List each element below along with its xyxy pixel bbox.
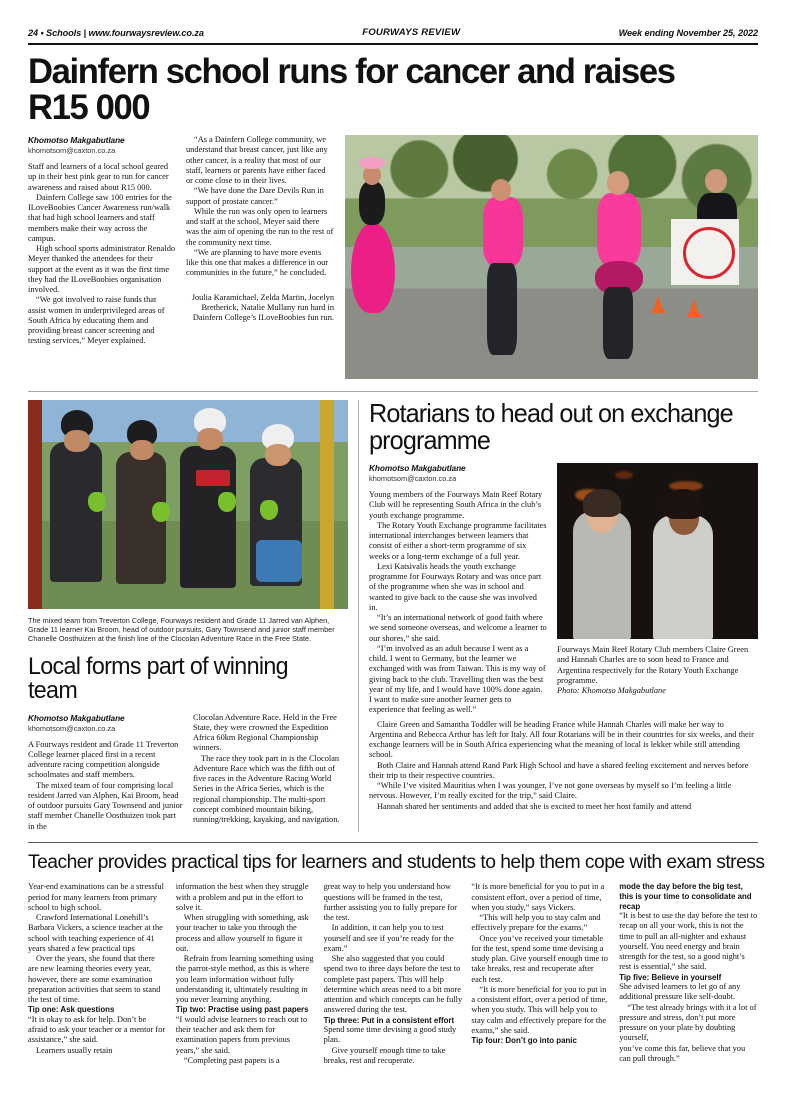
masthead-left: 24 • Schools | www.fourwaysreview.co.za	[28, 28, 204, 38]
paragraph: Crawford International Lonehill’s Barbara Vickers, a science teacher at the school with teaching experience of 41 years shared a few practical tips	[28, 913, 163, 953]
article3-continued	[369, 720, 758, 812]
paragraph: The Rotary Youth Exchange programme facilitates international interchanges between learners that consist of either a short-term programme of six weeks or a long-term exchange of a full year.	[369, 520, 547, 561]
article3-photo-caption: Fourways Main Reef Rotary Club members Claire Green and Hannah Charles are to soon head to France and Argentina respectively for the Rotary Youth Exchange programme.	[557, 645, 749, 685]
paragraph: When struggling with something, ask your teacher to take you through the process and allow yourself to figure it out.	[175, 913, 309, 953]
paragraph: “This will help you to stay calm and effectively prepare for the exams.”	[471, 913, 601, 933]
article1-column-1	[28, 135, 176, 379]
paragraph: Year-end examinations can be a stressful period for many learners from primary school to high school.	[28, 882, 164, 912]
paragraph: “Completing past papers is a	[183, 1055, 280, 1065]
middle-vertical-rule	[358, 400, 359, 832]
article2-headline: Local forms part of winning team	[28, 652, 288, 705]
paragraph: Both Claire and Hannah attend Rand Park High School and have a shared feeling excitement and nerves before their trip to their respective countries.	[369, 760, 749, 780]
paragraph: Dainfern College saw 100 entries for the ILoveBoobies Cancer Awareness run/walk that had high school learners and staff members make their way across the campus.	[28, 192, 172, 243]
masthead-title: FOURWAYS REVIEW	[362, 27, 461, 38]
article3-byline-email: khomotsom@caxton.co.za	[369, 474, 457, 484]
article3-block	[369, 400, 758, 832]
paragraph: Clocolan Adventure Race. Held in the Free State, they were crowned the Expedition Africa 60km Regional Championship winners.	[193, 712, 337, 753]
paragraph: Staff and learners of a local school geared up in their best pink gear to run for cancer awareness and raised about R15 000.	[28, 162, 169, 192]
paragraph: Once you’ve received your timetable for the test, spend some time devising a study plan. Give yourself enough time to take breaks, rest and recuperate after each test.	[471, 933, 608, 984]
article3-photo-credit: Photo: Khomotso Makgabutlane	[557, 686, 666, 696]
paragraph: “We got involved to raise funds that assist women in underprivileged areas of South Africa by educating them and providing breast cancer screening and testing services,” Meyer explained.	[28, 295, 165, 346]
article4-column-1	[28, 882, 167, 1066]
paragraph: The mixed team of four comprising local resident Jarred van Alphen, Kai Broom, head of outdoor pursuits Gary Townsend and junior staff member Chanelle Oosthuizen took part in the	[28, 780, 183, 831]
paragraph: Hannah shared her sentiments and added that she is excited to meet her host family and attend	[377, 801, 692, 811]
article1-byline-email: khomotsom@caxton.co.za	[28, 146, 116, 155]
paragraph: “It is more beneficial for you to put in a consistent effort, over a period of time, when you study. This will help you to stay calm and effectively prepare for the exams,” she said.	[471, 984, 608, 1035]
article2-column-2	[193, 713, 348, 832]
article1-byline-name: Khomotso Makgabutlane	[28, 135, 125, 145]
article4-column-3	[324, 882, 463, 1066]
paragraph: “While I’ve visited Mauritius when I was younger, I’ve not gone overseas by myself so I’m feeling a little nervous. However, I’m really excited for the trip,” said Claire.	[369, 781, 732, 801]
paragraph: “It’s an international network of good faith where we send someone overseas, and welcome a learner to our shores,” she said.	[369, 613, 547, 643]
paragraph: you’ve come this far, believe that you can pull through.”	[619, 1043, 746, 1063]
paragraph: “It is best to use the day before the test to recap on all your work, this is not the time to pull an all-nighter and exhaust yourself. You need energy and brain strength for the test, so a good night’s rest is essential,” she said.	[619, 911, 758, 972]
article3-headline: Rotarians to head out on exchange programme	[369, 398, 733, 455]
paragraph: A Fourways resident and Grade 11 Treverton College learner placed first in a recent adventure racing competition alongside schoolmates and staff members.	[28, 739, 179, 780]
tip-heading: Tip one: Ask questions	[28, 1005, 115, 1015]
paragraph: “I’m involved as an adult because I went as a child. I went to Germany, but the learner we exchanged with was from Taiwan. This is my way of giving back to the club. Travelling then was the best year of my life, and I would have 100% done again. I want to make sure another learner gets to experience that feeling as well.”	[369, 643, 546, 715]
tip-heading: mode the day before the big test, this is your time to consolidate and recap	[619, 882, 752, 911]
paragraph: Learners usually retain	[36, 1045, 113, 1055]
paragraph: “We have done the Dare Devils Run in support of prostate cancer.”	[186, 186, 324, 206]
paragraph: information the best when they struggle with a problem and put in the effort to solve it.	[175, 882, 309, 912]
paragraph: Young members of the Fourways Main Reef Rotary Club will be representing South Africa in the club’s youth exchange programme.	[369, 490, 543, 520]
section-divider-2	[28, 842, 758, 843]
paragraph: “I would advise learners to reach out to their teacher and ask them for examination papers from previous years,” she said.	[175, 1014, 308, 1055]
tip-heading: Tip five: Believe in yourself	[619, 972, 722, 982]
article2-photo-caption: The mixed team from Treverton College, Fourways resident and Grade 11 Jarred van Alphen, Grade 11 learner Kai Broom, head of outdoor pursuits, Gary Townsend and junior staff member Chanelle Oosthuizen at the finish line of the Clocolan Adventure Race in the Free State.	[28, 616, 335, 644]
article1-photo-fun-run	[345, 135, 758, 379]
masthead-rule	[28, 43, 758, 45]
article3-photo-rotary	[557, 463, 758, 639]
article3-byline-name: Khomotso Makgabutlane	[369, 463, 466, 474]
paragraph: Give yourself enough time to take breaks, rest and recuperate.	[323, 1045, 446, 1065]
article2-body	[28, 713, 348, 832]
article2-byline-name: Khomotso Makgabutlane	[28, 712, 125, 723]
tip-heading: Tip two: Practise using past papers	[175, 1005, 309, 1015]
paragraph: Refrain from learning something using the parrot-style method, as this is where you learn information without fully understanding it, ultimately resulting in you never learning anything.	[175, 954, 314, 1005]
paragraph: While the run was only open to learners and staff at the school, Meyer said there was the aim of opening the run to the rest of the community next time.	[186, 206, 334, 247]
masthead-date: Week ending November 25, 2022	[618, 28, 758, 38]
article4-headline: Teacher provides practical tips for learners and students to help them cope with exam stress	[28, 850, 765, 873]
article4-column-5	[619, 882, 758, 1066]
paragraph: She advised learners to let go of any additional pressure like self-doubt.	[619, 982, 741, 1002]
article3-photo-column	[557, 463, 758, 716]
paragraph: Over the years, she found that there are new learning theories every year, however, there are some examination preparation activities that seem to stand the test of time.	[28, 954, 161, 1005]
paragraph: She also suggested that you could spend two to three days before the test to complete past papers. This will help determine which areas need to a bit more attention and which concepts can be fully answered during the test.	[323, 954, 463, 1015]
article2-column-1	[28, 713, 183, 832]
article4-column-2	[176, 882, 315, 1066]
paragraph: The race they took part in is the Clocolan Adventure Race which was the fifth out of five races in the Adventure Racing World Series in the Africa Series, which is the regional championship. The multi-sport concept combined mountain biking, running/trekking, kayaking, and navigation.	[193, 753, 340, 825]
middle-band	[28, 400, 758, 832]
paragraph: Claire Green and Samantha Toddler will be heading France while Hannah Charles will make her way to Argentina and Rebecca Arthur has left for Italy. All four Rotarians will be in their countries for six weeks, and their exchange learners will be in South Africa experiencing what the meaning of local is lekker while still attending school.	[369, 719, 754, 760]
masthead	[28, 0, 758, 38]
paragraph: “It is more beneficial for you to put in a consistent effort, over a period of time, when you study,” says Vickers.	[471, 882, 605, 912]
paragraph: Lexi Katsivalis heads the youth exchange programme for Fourways Rotary and was once part of the programme when she was in school and wanted to give back to the cause she was involved in.	[369, 561, 542, 612]
section-divider-1	[28, 391, 758, 392]
paragraph: High school sports administrator Renaldo Meyer thanked the attendees for their support at the event as it was the first time they had the ILoveBoobies organisation involved.	[28, 244, 176, 294]
paragraph: “It is okay to ask for help. Don’t be afraid to ask your teacher or a mentor for assistance,” she said.	[28, 1014, 166, 1045]
tip-heading: Tip four: Don’t go into panic	[471, 1036, 577, 1046]
paragraph: “We are planning to have more events like this one that makes a difference in our communities in the future,” he concluded.	[186, 247, 329, 278]
article1-photo-caption: Joulia Karamichael, Zelda Martin, Jocelyn Bretherick, Natalie Mullany run hard in Dainfern College’s ILoveBoobies fun run.	[191, 292, 334, 322]
article4-body	[28, 882, 758, 1066]
article3-column-text	[369, 463, 547, 716]
article2-block	[28, 400, 348, 832]
tip-heading: Tip three: Put in a consistent effort	[323, 1015, 455, 1025]
paragraph: “The test already brings with it a lot of pressure and stress, don’t put more pressure on your plate by doubting yourself,	[619, 1002, 757, 1043]
paragraph: “As a Dainfern College community, we understand that breast cancer, just like any other cancer, is a reality that most of our staff, learners or parents have either faced or come close to in their lives.	[186, 135, 328, 185]
article1-headline: Dainfern school runs for cancer and raises R15 000	[28, 51, 675, 127]
article2-photo-team	[28, 400, 348, 609]
paragraph: great way to help you understand how questions will be framed in the test, further assisting you to fully prepare for the test.	[323, 882, 458, 923]
paragraph: In addition, it can help you to test yourself and see if you’re ready for the exam.”	[323, 923, 454, 953]
article2-byline-email: khomotsom@caxton.co.za	[28, 723, 116, 733]
article1-body	[28, 135, 758, 379]
article4-column-4	[471, 882, 610, 1066]
paragraph: Spend some time devising a good study plan.	[323, 1025, 457, 1045]
article1-column-2	[186, 135, 334, 379]
